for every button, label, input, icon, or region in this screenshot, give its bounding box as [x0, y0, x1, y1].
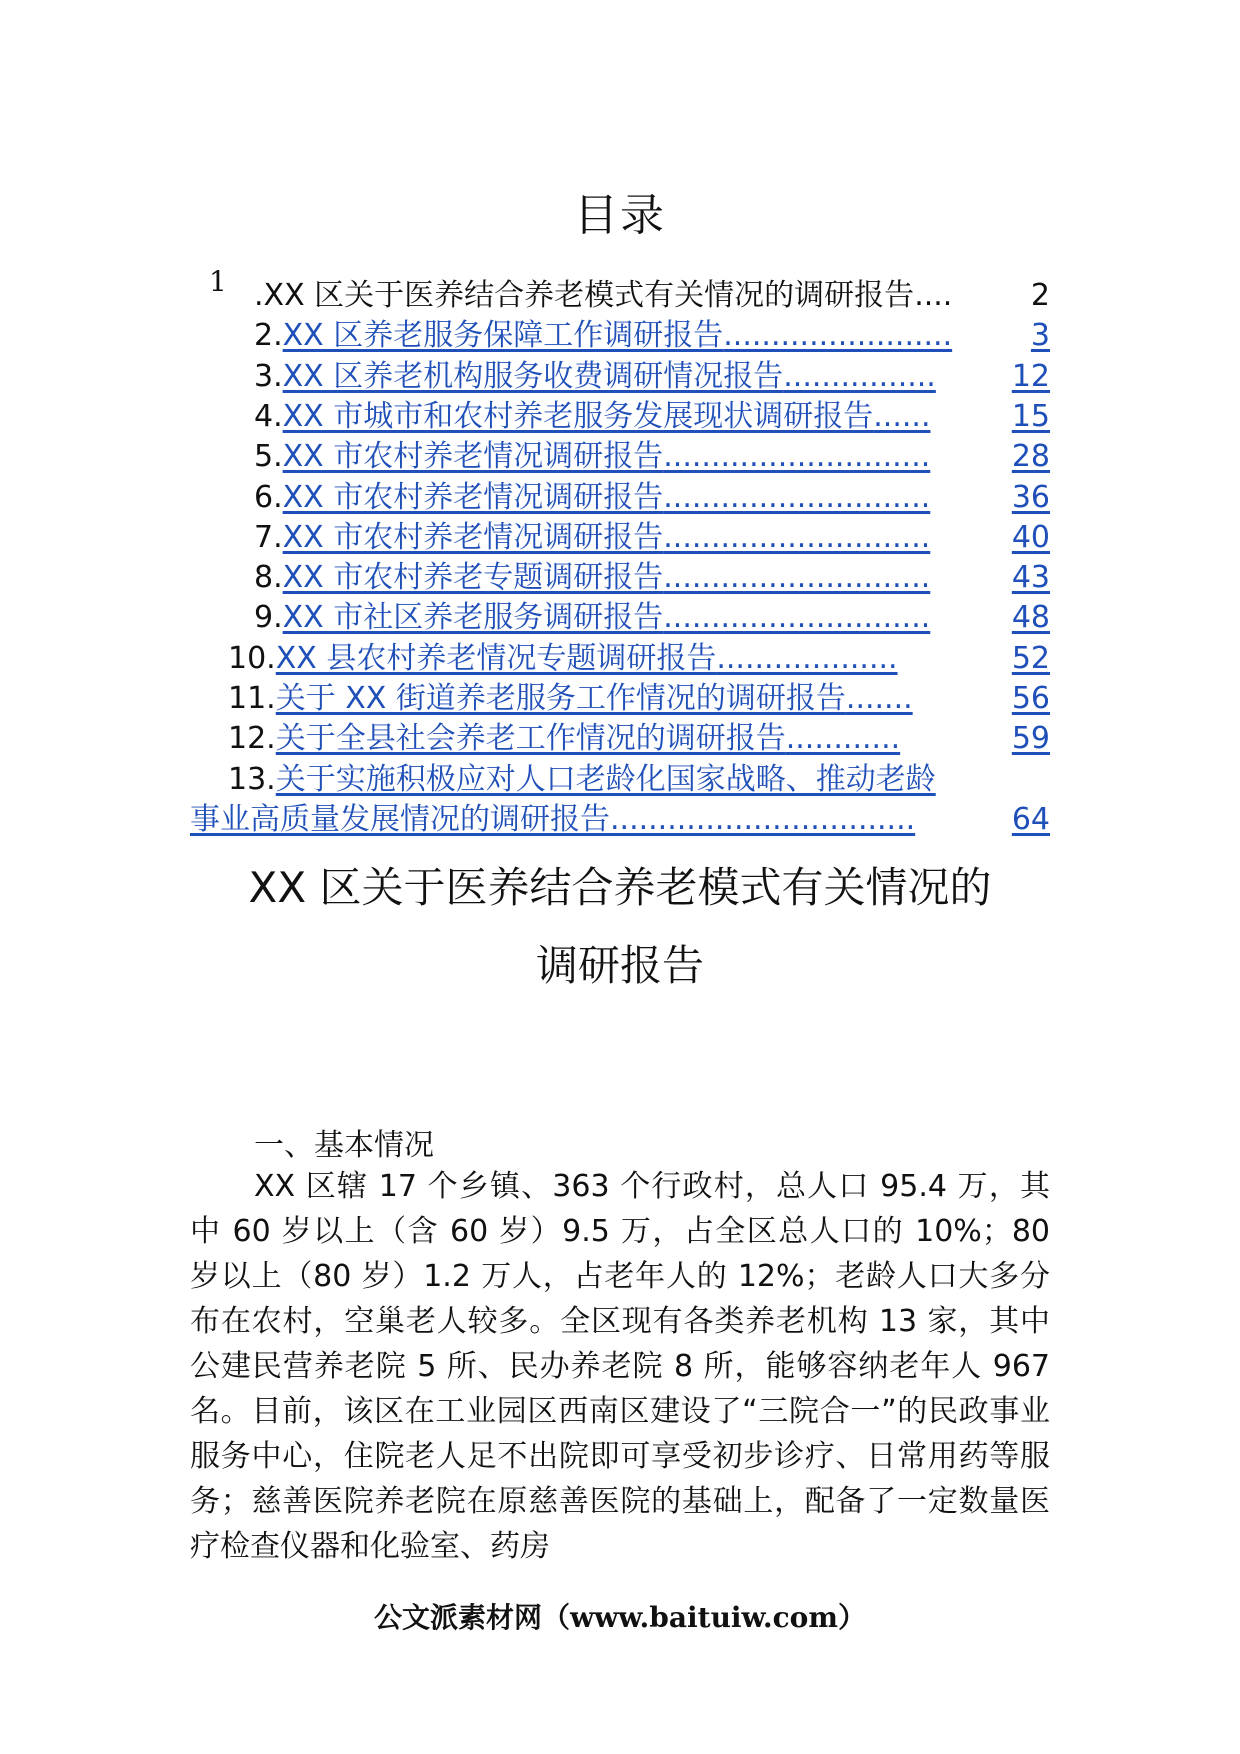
toc-entry-number: 3.: [254, 358, 283, 394]
toc-entry-page-number[interactable]: 15: [1011, 398, 1050, 434]
toc-entry-title: XX 市农村养老情况调研报告: [282, 439, 664, 475]
toc-entry-title: XX 区养老机构服务收费调研情况报告: [282, 358, 784, 394]
toc-entry-number: 13.: [228, 761, 276, 797]
toc-entry-link[interactable]: [276, 681, 913, 716]
toc-entry-link[interactable]: [276, 762, 936, 797]
toc-entry-title: XX 区关于医养结合养老模式有关情况的调研报告: [263, 278, 915, 313]
toc-entry-link[interactable]: [283, 600, 931, 635]
toc-entry-number: 5.: [254, 439, 283, 475]
toc-entry-leader-dots: ............................: [663, 560, 931, 596]
toc-entry-leader-dots: ............................: [663, 600, 931, 636]
toc-entry-page-number[interactable]: 59: [1011, 721, 1050, 757]
toc-entry-number: 10.: [228, 640, 276, 676]
toc-entry: [190, 276, 1050, 316]
toc-entry-title: XX 区养老服务保障工作调研报告: [282, 318, 724, 354]
stray-page-number: 1: [209, 265, 227, 298]
toc-entry-leader-dots: ............: [785, 721, 901, 757]
toc-entry[interactable]: [190, 478, 1050, 518]
toc-entry[interactable]: [190, 800, 1050, 840]
toc-entry-link[interactable]: [276, 641, 898, 676]
toc-entry-link: [264, 278, 953, 313]
toc-entry-page-number[interactable]: 52: [1011, 640, 1050, 676]
toc-entry-page-number[interactable]: 36: [1011, 479, 1050, 515]
toc-entry[interactable]: [190, 598, 1050, 638]
toc-entry[interactable]: [190, 679, 1050, 719]
toc-entry-page-number[interactable]: 12: [1011, 358, 1050, 394]
toc-entry-title: 关于 XX 街道养老服务工作情况的调研报告: [275, 681, 846, 716]
toc-entry[interactable]: [190, 518, 1050, 558]
toc-entry-number: 4.: [254, 398, 283, 434]
toc-entry-title: 关于实施积极应对人口老龄化国家战略、推动老龄: [275, 761, 936, 797]
toc-entry[interactable]: [190, 437, 1050, 477]
toc-entry-title: XX 市城市和农村养老服务发展现状调研报告: [282, 398, 874, 434]
toc-entry-title: XX 市农村养老情况调研报告: [282, 479, 664, 515]
toc-entry-page-number[interactable]: 56: [1011, 681, 1050, 716]
toc-entry-page-number[interactable]: 43: [1011, 560, 1050, 596]
toc-entry-number: 11.: [228, 681, 276, 716]
toc-entry-number: 7.: [254, 519, 283, 555]
toc-entry[interactable]: [190, 558, 1050, 598]
toc-entry-title: 事业高质量发展情况的调研报告: [190, 801, 610, 837]
toc-entry-leader-dots: ............................: [663, 439, 931, 475]
footer-watermark: 公文派素材网（www.baituiw.com）: [374, 1601, 866, 1634]
toc-entry[interactable]: [190, 316, 1050, 356]
toc-entry-link[interactable]: [190, 802, 915, 837]
toc-entry-title: XX 市社区养老服务调研报告: [282, 600, 664, 636]
toc-entry-leader-dots: ......: [873, 398, 931, 434]
toc-entry[interactable]: [190, 639, 1050, 679]
toc-entry-leader-dots: ............................: [663, 479, 931, 515]
document-title-line-2: 调研报告: [535, 941, 704, 990]
document-title-line-1: XX 区关于医养结合养老模式有关情况的: [248, 863, 992, 912]
toc-entry[interactable]: [190, 719, 1050, 759]
toc-entry[interactable]: [190, 760, 1050, 800]
toc-entry[interactable]: [190, 357, 1050, 397]
toc-entry-title: XX 县农村养老情况专题调研报告: [275, 640, 717, 676]
toc-entry-link[interactable]: [283, 520, 931, 555]
toc-entry-page-number: 2: [1030, 278, 1050, 313]
toc-entry-title: XX 市农村养老情况调研报告: [282, 519, 664, 555]
toc-entry-number: 6.: [254, 479, 283, 515]
toc-entry-page-number[interactable]: 40: [1011, 519, 1050, 555]
toc-entry-number: 2.: [254, 318, 283, 354]
toc-entry-leader-dots: ................................: [610, 801, 916, 837]
toc-entry-leader-dots: ....: [914, 278, 953, 313]
toc-entry-leader-dots: ................: [783, 358, 936, 394]
toc-entry-link[interactable]: [283, 480, 931, 515]
toc-entry-number: 12.: [228, 721, 276, 757]
toc-entry-link[interactable]: [276, 721, 900, 756]
toc-entry-number: 9.: [254, 600, 283, 636]
toc-title: 目录: [574, 190, 666, 241]
toc-entry-title: XX 市农村养老专题调研报告: [282, 560, 664, 596]
toc-entry-leader-dots: ........................: [723, 318, 953, 354]
toc-entry-leader-dots: ............................: [663, 519, 931, 555]
toc-entry-title: 关于全县社会养老工作情况的调研报告: [275, 721, 786, 757]
toc-entry-page-number[interactable]: 3: [1030, 318, 1050, 354]
toc-entry-page-number[interactable]: 48: [1011, 600, 1050, 636]
toc-entry-number: 8.: [254, 560, 283, 596]
toc-entry-link[interactable]: [283, 439, 931, 474]
toc-entry-page-number[interactable]: 64: [1011, 801, 1050, 837]
toc-entry-link[interactable]: [283, 399, 931, 434]
toc-entry-page-number[interactable]: 28: [1011, 439, 1050, 475]
toc-entry-link[interactable]: [283, 318, 953, 353]
toc-entry-link[interactable]: [283, 560, 931, 595]
toc-entry-leader-dots: .......: [845, 681, 913, 716]
toc-entry-link[interactable]: [283, 359, 936, 394]
toc-entry[interactable]: [190, 397, 1050, 437]
body-paragraph: XX 区辖 17 个乡镇、363 个行政村，总人口 95.4 万，其中 60 岁以上（含 60 岁）9.5 万，占全区总人口的 10%；80 岁以上（80 岁）1.2 万人，占老年人的 12%；老龄人口大多分布在农村，空巢老人较多。全区现有各类养老机构 13 家，其中公建民营养老院 5 所、民办养老院 8 所，能够容纳老年人 967 名。目前，该区在工业园区西南区建设了“三院合一”的民政事业服务中心，住院老人足不出院即可享受初步诊疗、日常用药等服务；慈善医院养老院在原慈善医院的基础上，配备了一定数量医疗检查仪器和化验室、药房: [190, 1169, 1050, 1564]
toc-entry-number: .: [254, 278, 264, 313]
section-heading: 一、基本情况: [254, 1128, 434, 1163]
toc-entry-leader-dots: ...................: [716, 640, 898, 676]
